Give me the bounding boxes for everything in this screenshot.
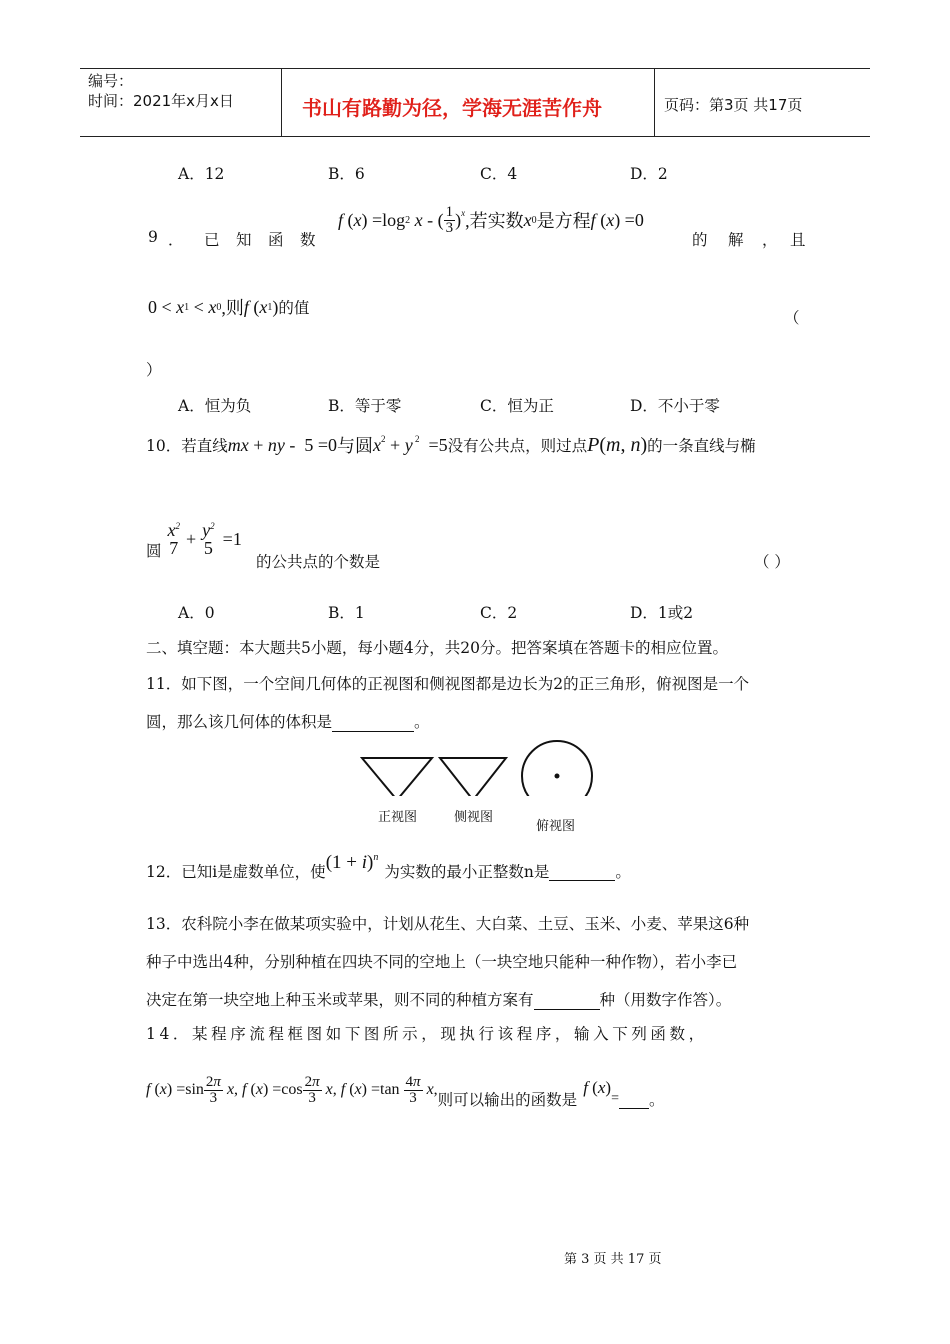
q9-option-b: B．等于零 — [328, 397, 402, 415]
q12-end: 。 — [615, 863, 631, 881]
q10-lead: 10．若直线 — [146, 437, 228, 455]
top-view-center-dot — [555, 774, 560, 779]
q9-fangcheng-text: 是方程 — [536, 211, 591, 231]
q12-post: 为实数的最小正整数n是 — [384, 863, 550, 881]
q10-option-c: C．2 — [480, 604, 518, 622]
side-view-label: 侧视图 — [454, 810, 494, 825]
header-time-label: 时间：2021年x月x日 — [88, 92, 234, 110]
q8-option-a: A．12 — [178, 165, 225, 183]
q11-line-2-pre: 圆，那么该几何体的体积是 — [146, 713, 333, 731]
q10-line-1: 10．若直线 mx + ny - 5 =0 与圆 x $^2$ + y $^2$ =5 没有公共点，则过点 P ( m , n ) 的一条直线与椭 — [146, 433, 756, 456]
header-page-label: 页码：第3页 共17页 — [664, 96, 803, 114]
q9-stem-4: 数 — [300, 231, 316, 249]
top-view-label: 俯视图 — [536, 819, 576, 834]
q13-line-3 — [146, 988, 731, 1010]
q9-tail-1: 的 — [692, 231, 708, 249]
q13-line-1: 13．农科院小李在做某项实验中，计划从花生、大白菜、土豆、玉米、小麦、苹果这6种 — [146, 915, 750, 933]
q9-tail-3: ， — [762, 231, 778, 249]
q9-dot: ． — [168, 231, 184, 249]
q9-ruo-text: ,若实数 — [465, 211, 524, 231]
q8-option-c: C．4 — [480, 165, 518, 183]
header-bottom-rule — [80, 136, 870, 137]
q9-ze-text: ,则 — [221, 298, 244, 318]
header-divider-right — [654, 68, 655, 136]
q13-answer-blank[interactable] — [534, 991, 600, 1010]
q11-line-1: 11．如下图，一个空间几何体的正视图和侧视图都是边长为2的正三角形，俯视图是一个 — [146, 675, 750, 693]
q12-line: 12．已知i是虚数单位，使 (1 + i ) $^n$ 为实数的最小正整数n是 。 — [146, 852, 631, 881]
q11-line-2-post: 。 — [414, 713, 430, 731]
q12-pre: 12．已知i是虚数单位，使 — [146, 863, 326, 881]
header-motto: 书山有路勤为径，学海无涯苦作舟 — [302, 96, 602, 120]
q9-number: 9 — [148, 228, 158, 246]
q9-option-c: C．恒为正 — [480, 397, 554, 415]
q9-paren-close: ） — [146, 361, 162, 379]
q8-option-d: D．2 — [630, 165, 668, 183]
section-2-heading: 二、填空题：本大题共5小题，每小题4分，共20分。把答案填在答题卡的相应位置。 — [146, 639, 728, 657]
q10-option-b: B．1 — [328, 604, 365, 622]
header-number-label: 编号： — [88, 72, 134, 90]
q8-option-b: B．6 — [328, 165, 365, 183]
q14-answer-blank[interactable] — [619, 1089, 649, 1109]
q9-stem-1: 已 — [204, 231, 220, 249]
q10-yu-yuan: 与圆 — [337, 436, 374, 456]
q11-line-2 — [146, 710, 430, 732]
q10-tail: 的一条直线与椭 — [647, 437, 756, 455]
q14-eq: = — [611, 1091, 619, 1106]
q13-line-3-pre: 决定在第一块空地上种玉米或苹果，则不同的种植方案有 — [146, 991, 534, 1009]
q13-line-2: 种子中选出4种，分别种植在四块不同的空地上（一块空地只能种一种作物），若小李已 — [146, 953, 738, 971]
q9-stem-2: 知 — [236, 231, 252, 249]
q11-figure — [360, 738, 600, 796]
page-footer: 第 3 页 共 17 页 — [564, 1252, 662, 1267]
q10-yuan: 圆 — [146, 542, 162, 560]
q10-option-a: A．0 — [178, 604, 215, 622]
q14-end: 。 — [648, 1091, 665, 1109]
front-view-label: 正视图 — [378, 810, 418, 825]
q9-condition: 0 < x 1 < x 0 ,则 f ( x 1 ) 的值 — [148, 292, 309, 322]
q9-value-text: 的值 — [278, 299, 310, 317]
q9-option-d: D．不小于零 — [630, 397, 720, 415]
header-divider-left — [281, 68, 282, 136]
q10-no-common: 没有公共点，则过点 — [447, 437, 588, 455]
q10-rest: 的公共点的个数是 — [256, 553, 381, 571]
q9-tail-4: 且 — [790, 231, 806, 249]
q14-line-1: 14．某程序流程框图如下图所示，现执行该程序，输入下列函数， — [146, 1025, 708, 1043]
side-view-triangle — [440, 758, 506, 796]
top-view-circle — [522, 741, 592, 796]
q10-paren: （ ） — [754, 553, 790, 571]
q13-line-3-post: 种（用数字作答）。 — [599, 991, 732, 1009]
q9-paren-open: （ — [784, 309, 800, 327]
q9-option-a: A．恒为负 — [178, 397, 252, 415]
q14-formula-line: f ( x ) =sin $\frac{2\pi}{3}$ x , f ( x ) =cos $\frac{2\pi}{3}$ x , f ( x ) =tan $\frac{4\pi}{3}$ x , 则可以输出的函数是 f ( x ) = 。 — [146, 1073, 665, 1109]
q10-line-2: 圆 $x^2$ 7 + $y^2$ 5 =1 — [146, 520, 242, 560]
q9-tail-2: 解 — [728, 231, 744, 249]
q11-answer-blank[interactable] — [332, 713, 414, 732]
q10-option-d: D．1或2 — [630, 604, 694, 622]
q14-output-text: 则可以输出的函数是 — [437, 1091, 578, 1109]
q12-answer-blank[interactable] — [549, 861, 615, 881]
q9-stem-3: 函 — [268, 231, 284, 249]
q9-formula: f ( x ) =log 2 x - ( $\frac{1}{3}$ ) $^x$ ,若实数 x 0 是方程 f ( x ) =0 — [338, 203, 644, 236]
header-top-rule — [80, 68, 870, 69]
front-view-triangle — [362, 758, 432, 796]
